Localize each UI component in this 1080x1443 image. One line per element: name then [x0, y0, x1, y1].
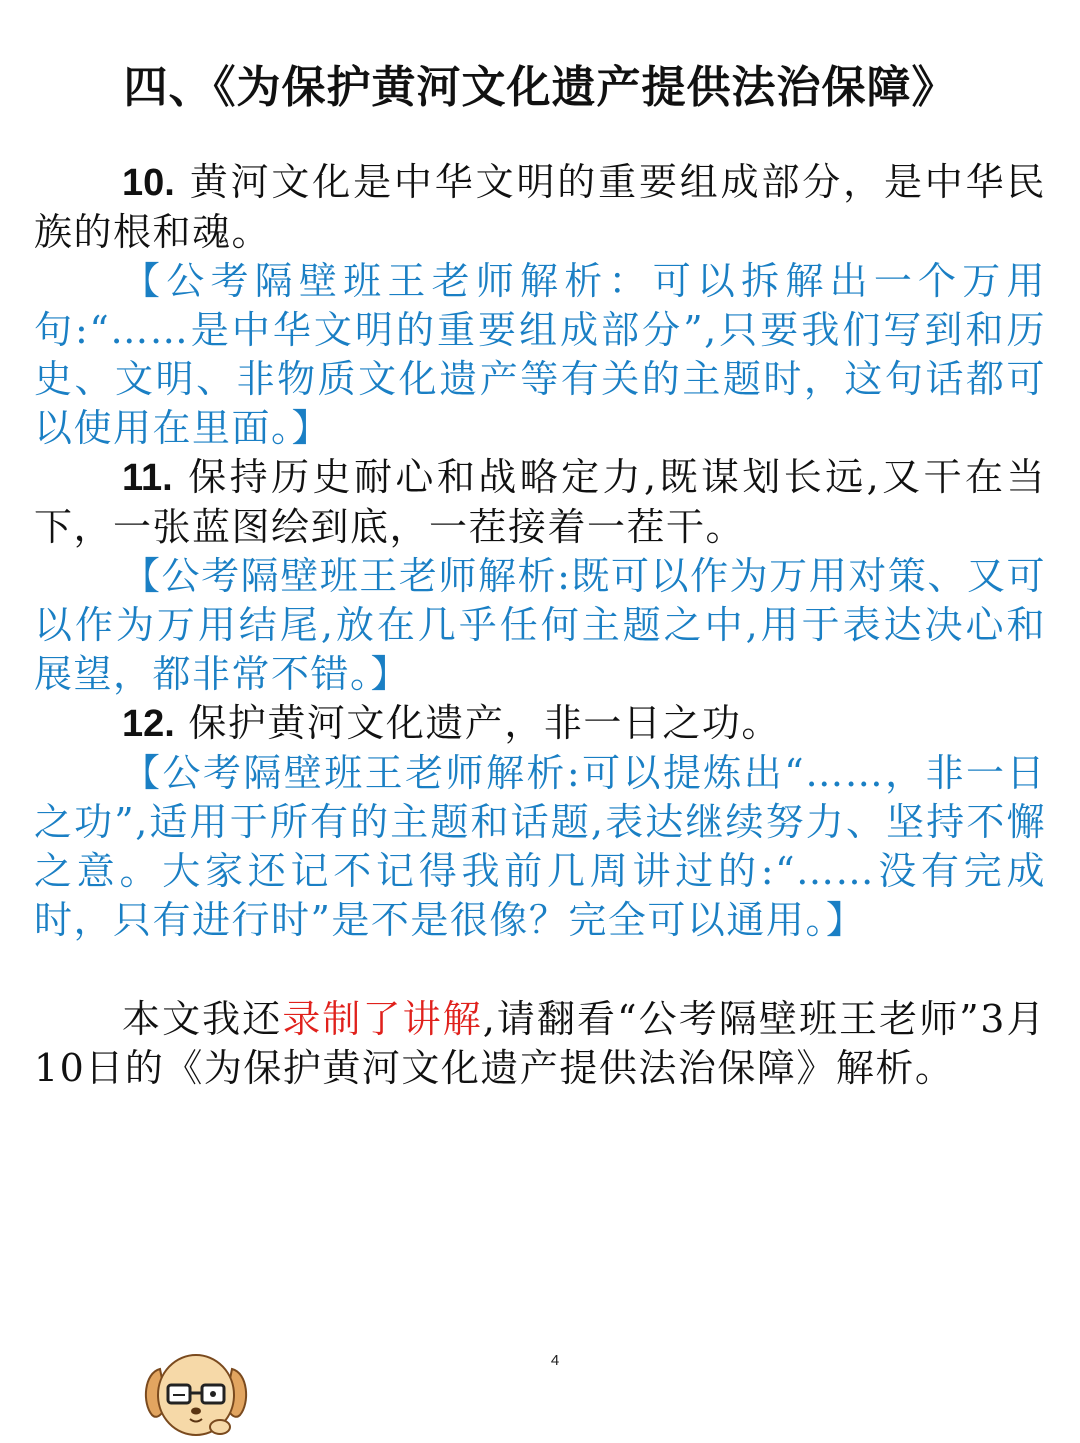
item-sentence: 保持历史耐心和战略定力,既谋划长远,又干在当下，一张蓝图绘到底，一茬接着一茬干。: [34, 455, 1046, 549]
document-body: [34, 158, 1046, 1093]
closing-note: [34, 995, 1046, 1093]
item-sentence: 保护黄河文化遗产，非一日之功。: [188, 701, 781, 745]
closing-before: 本文我还: [122, 997, 283, 1041]
item-number: 11.: [122, 457, 173, 499]
item-number: 10.: [122, 162, 175, 204]
dog-with-glasses-icon: [140, 1345, 252, 1439]
item-number: 12.: [122, 703, 175, 745]
item-10-analysis: 【公考隔壁班王老师解析：可以拆解出一个万用句:“……是中华文明的重要组成部分”,只要我们写到和历史、文明、非物质文化遗产等有关的主题时，这句话都可以使用在里面。】: [34, 259, 1046, 450]
item-12-text: [34, 699, 1046, 749]
item-12-analysis: 【公考隔壁班王老师解析:可以提炼出“……，非一日之功”,适用于所有的主题和话题,表达继续努力、坚持不懈之意。大家还记不记得我前几周讲过的:“……没有完成时，只有进行时”是不是很像？完全可以通用。】: [34, 751, 1046, 942]
section-title: 四、《为保护黄河文化遗产提供法治保障》: [123, 62, 957, 113]
page-number: 4: [550, 1352, 560, 1369]
item-10-text: [34, 158, 1046, 257]
item-sentence: 黄河文化是中华文明的重要组成部分，是中华民族的根和魂。: [34, 160, 1046, 254]
item-11-analysis: 【公考隔壁班王老师解析:既可以作为万用对策、又可以作为万用结尾,放在几乎任何主题之中,用于表达决心和展望，都非常不错。】: [34, 554, 1046, 696]
closing-highlight: 录制了讲解: [282, 997, 483, 1041]
item-11-text: [34, 453, 1046, 552]
closing-after: ,请翻看“公考隔壁班王老师”3月10日的《为保护黄河文化遗产提供法治保障》解析。: [34, 997, 1046, 1090]
